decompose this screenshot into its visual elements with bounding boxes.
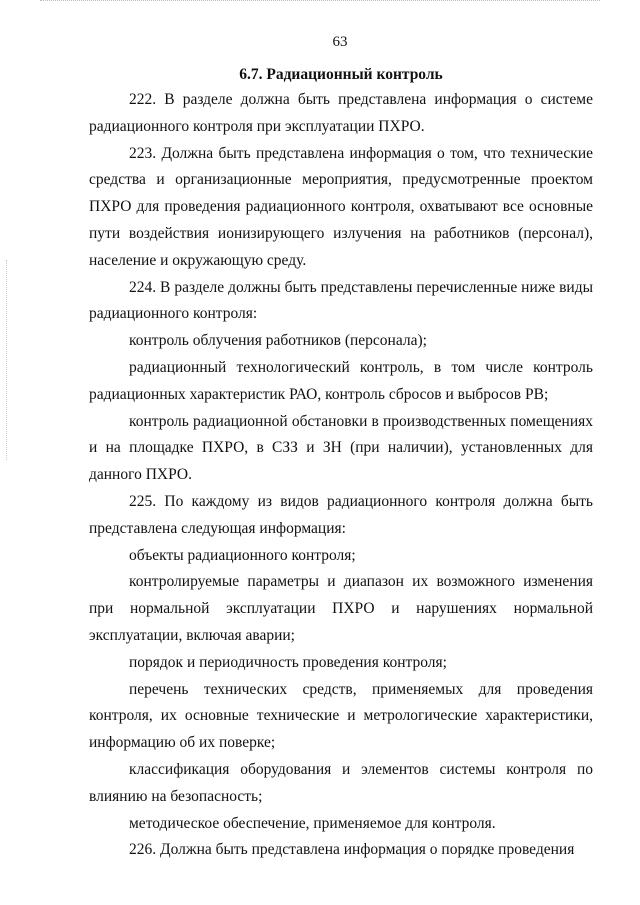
list-item: методическое обеспечение, применяемое для контроля.: [129, 814, 496, 832]
scan-edge-left: [6, 260, 8, 460]
document-body: [89, 87, 593, 864]
list-item: порядок и периодичность проведения контроля;: [129, 653, 447, 671]
paragraph-226: 226. Должна быть представлена информация о порядке проведения: [129, 841, 575, 859]
paragraph-224: 224. В разделе должны быть представлены перечисленные ниже виды радиационного контроля:: [89, 278, 593, 323]
list-item: контроль облучения работников (персонала);: [129, 332, 427, 350]
list-item: контролируемые параметры и диапазон их возможного изменения при нормальной эксплуатации ПХРО и нарушениях нормальной эксплуатации, включая аварии;: [89, 573, 593, 644]
list-item: контроль радиационной обстановки в производственных помещениях и на площадке ПХРО, в СЗЗ и ЗН (при наличии), установленных для данного ПХРО.: [89, 412, 593, 484]
paragraph-222: 222. В разделе должна быть представлена информация о системе радиационного контроля при эксплуатации ПХРО.: [89, 91, 593, 135]
page-number: 63: [332, 34, 348, 50]
scan-edge-top: [40, 0, 600, 2]
paragraph-225: 225. По каждому из видов радиационного контроля должна быть представлена следующая информация:: [89, 492, 593, 537]
list-item: классификация оборудования и элементов системы контроля по влиянию на безопасность;: [89, 760, 593, 805]
list-item: объекты радиационного контроля;: [129, 546, 356, 564]
paragraph-223: 223. Должна быть представлена информация о том, что технические средства и организационные мероприятия, предусмотренные проектом ПХРО для проведения радиационного контроля, охватывают все основные пути воздействия ионизирующего излучения на работников (персонал), население и окружающую среду.: [89, 144, 593, 269]
list-item: перечень технических средств, применяемых для проведения контроля, их основные технические и метрологические характеристики, информацию об их поверке;: [89, 680, 593, 752]
section-heading: 6.7. Радиационный контроль: [239, 66, 443, 83]
list-item: радиационный технологический контроль, в том числе контроль радиационных характеристик РАО, контроль сбросов и выбросов РВ;: [89, 358, 593, 403]
